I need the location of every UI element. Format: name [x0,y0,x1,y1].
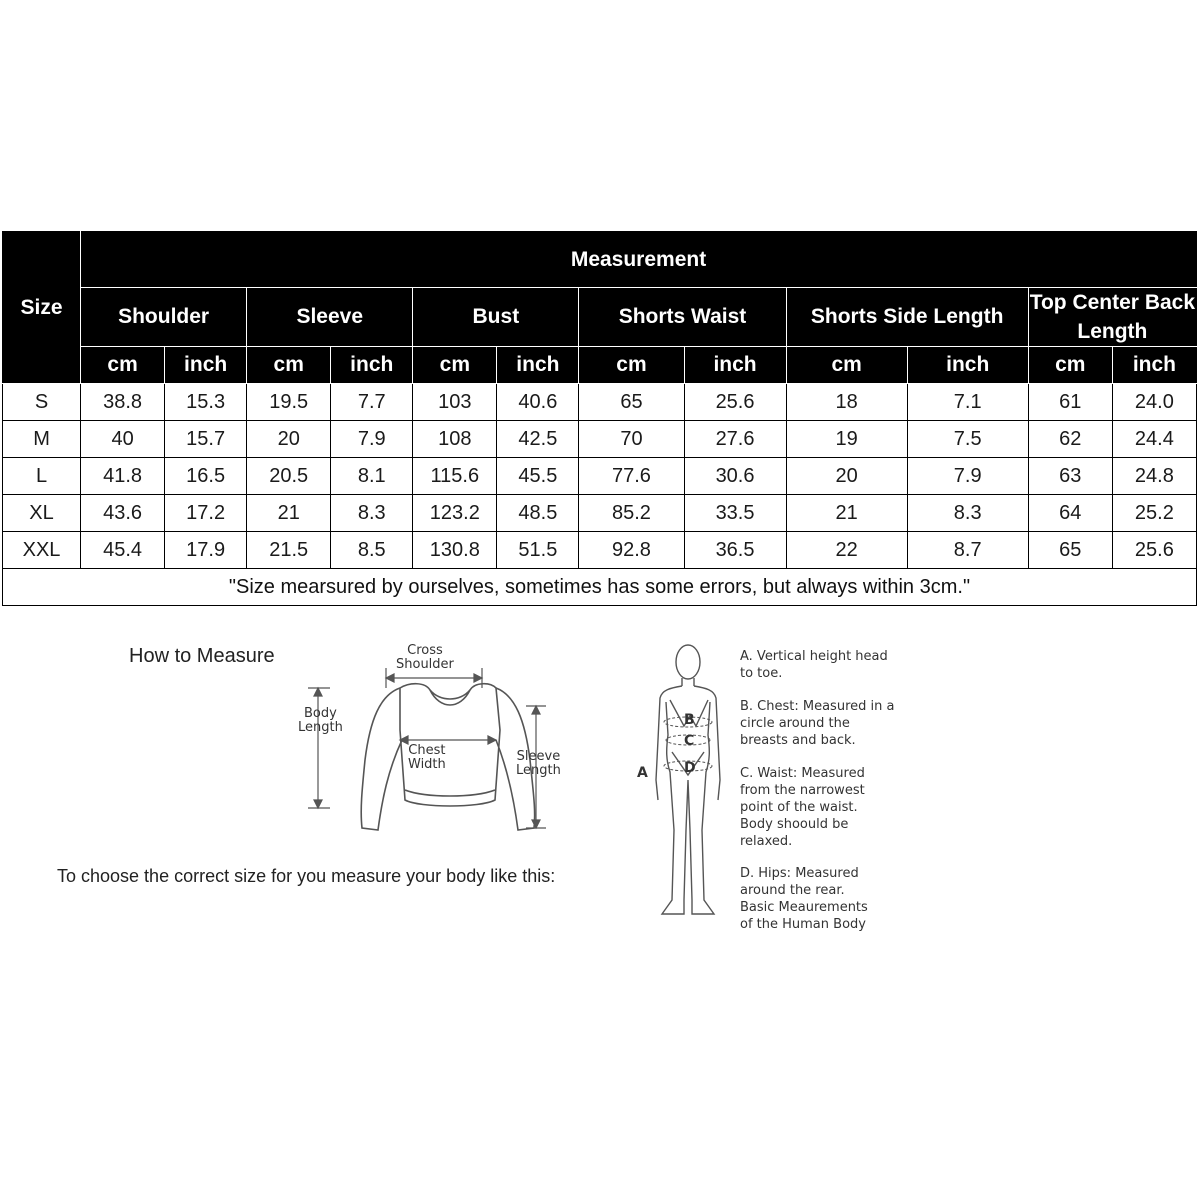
size-cell: M [3,421,81,458]
size-cell: XXL [3,532,81,569]
group-header-shorts-side-length: Shorts Side Length [786,288,1028,347]
value-cell: 25.2 [1112,495,1196,532]
value-cell: 7.5 [907,421,1028,458]
value-cell: 18 [786,384,907,421]
value-cell: 40 [81,421,165,458]
value-cell: 43.6 [81,495,165,532]
value-cell: 51.5 [497,532,579,569]
value-cell: 61 [1028,384,1112,421]
value-cell: 24.8 [1112,458,1196,495]
value-cell: 8.5 [331,532,413,569]
value-cell: 77.6 [579,458,684,495]
value-cell: 7.1 [907,384,1028,421]
value-cell: 24.0 [1112,384,1196,421]
value-cell: 8.3 [907,495,1028,532]
size-cell: S [3,384,81,421]
value-cell: 17.9 [165,532,247,569]
value-cell: 15.3 [165,384,247,421]
body-label-a: A [637,765,648,781]
value-cell: 45.4 [81,532,165,569]
unit-header-inch: inch [331,347,413,384]
chest-width-label: Chest Width [408,743,446,772]
unit-header-inch: inch [684,347,786,384]
body-figure-illustration [640,640,740,925]
value-cell: 20 [786,458,907,495]
value-cell: 24.4 [1112,421,1196,458]
table-row [3,384,1197,421]
value-cell: 38.8 [81,384,165,421]
value-cell: 8.3 [331,495,413,532]
value-cell: 20.5 [247,458,331,495]
value-cell: 17.2 [165,495,247,532]
value-cell: 45.5 [497,458,579,495]
size-cell: XL [3,495,81,532]
value-cell: 19 [786,421,907,458]
value-cell: 36.5 [684,532,786,569]
value-cell: 70 [579,421,684,458]
value-cell: 30.6 [684,458,786,495]
unit-header-inch: inch [1112,347,1196,384]
value-cell: 85.2 [579,495,684,532]
value-cell: 22 [786,532,907,569]
unit-header-cm: cm [786,347,907,384]
body-label-c: C [684,733,695,749]
value-cell: 27.6 [684,421,786,458]
group-header-shorts-waist: Shorts Waist [579,288,786,347]
value-cell: 64 [1028,495,1112,532]
unit-header-cm: cm [1028,347,1112,384]
value-cell: 19.5 [247,384,331,421]
how-to-measure-title: How to Measure [129,645,275,667]
value-cell: 21 [247,495,331,532]
sleeve-length-label: Sleeve Length [516,749,561,778]
table-row [3,532,1197,569]
value-cell: 62 [1028,421,1112,458]
value-cell: 25.6 [684,384,786,421]
value-cell: 123.2 [413,495,497,532]
size-chart-table [2,231,1197,606]
legend-a: A. Vertical height head to toe. [740,649,888,681]
cross-shoulder-label: Cross Shoulder [396,643,454,672]
unit-header-cm: cm [247,347,331,384]
body-label-b: B [684,712,695,728]
unit-header-cm: cm [579,347,684,384]
unit-header-inch: inch [165,347,247,384]
unit-header-cm: cm [413,347,497,384]
unit-header-inch: inch [907,347,1028,384]
value-cell: 33.5 [684,495,786,532]
value-cell: 48.5 [497,495,579,532]
group-header-top-center-back-length: Top Center Back Length [1028,288,1196,347]
value-cell: 8.7 [907,532,1028,569]
value-cell: 42.5 [497,421,579,458]
table-note: "Size mearsured by ourselves, sometimes has some errors, but always within 3cm." [3,569,1197,606]
value-cell: 8.1 [331,458,413,495]
value-cell: 115.6 [413,458,497,495]
value-cell: 21.5 [247,532,331,569]
value-cell: 108 [413,421,497,458]
value-cell: 20 [247,421,331,458]
value-cell: 16.5 [165,458,247,495]
group-header-bust: Bust [413,288,579,347]
group-header-sleeve: Sleeve [247,288,413,347]
body-length-label: Body Length [298,706,343,735]
value-cell: 7.9 [907,458,1028,495]
value-cell: 65 [1028,532,1112,569]
body-label-d: D [684,760,696,776]
value-cell: 92.8 [579,532,684,569]
value-cell: 7.7 [331,384,413,421]
unit-header-cm: cm [81,347,165,384]
table-row [3,458,1197,495]
value-cell: 103 [413,384,497,421]
legend-d: D. Hips: Measured around the rear. Basic Meaurements of the Human Body [740,866,868,932]
value-cell: 130.8 [413,532,497,569]
value-cell: 63 [1028,458,1112,495]
legend-c: C. Waist: Measured from the narrowest point of the waist. Body shoould be relaxed. [740,766,865,849]
group-header-shoulder: Shoulder [81,288,247,347]
choose-size-instruction: To choose the correct size for you measure your body like this: [57,866,556,886]
value-cell: 65 [579,384,684,421]
value-cell: 40.6 [497,384,579,421]
value-cell: 21 [786,495,907,532]
size-header: Size [3,232,81,384]
legend-b: B. Chest: Measured in a circle around the breasts and back. [740,699,895,748]
value-cell: 25.6 [1112,532,1196,569]
table-row [3,495,1197,532]
table-row [3,421,1197,458]
unit-header-inch: inch [497,347,579,384]
measurement-header: Measurement [81,232,1197,288]
value-cell: 7.9 [331,421,413,458]
value-cell: 41.8 [81,458,165,495]
size-cell: L [3,458,81,495]
value-cell: 15.7 [165,421,247,458]
